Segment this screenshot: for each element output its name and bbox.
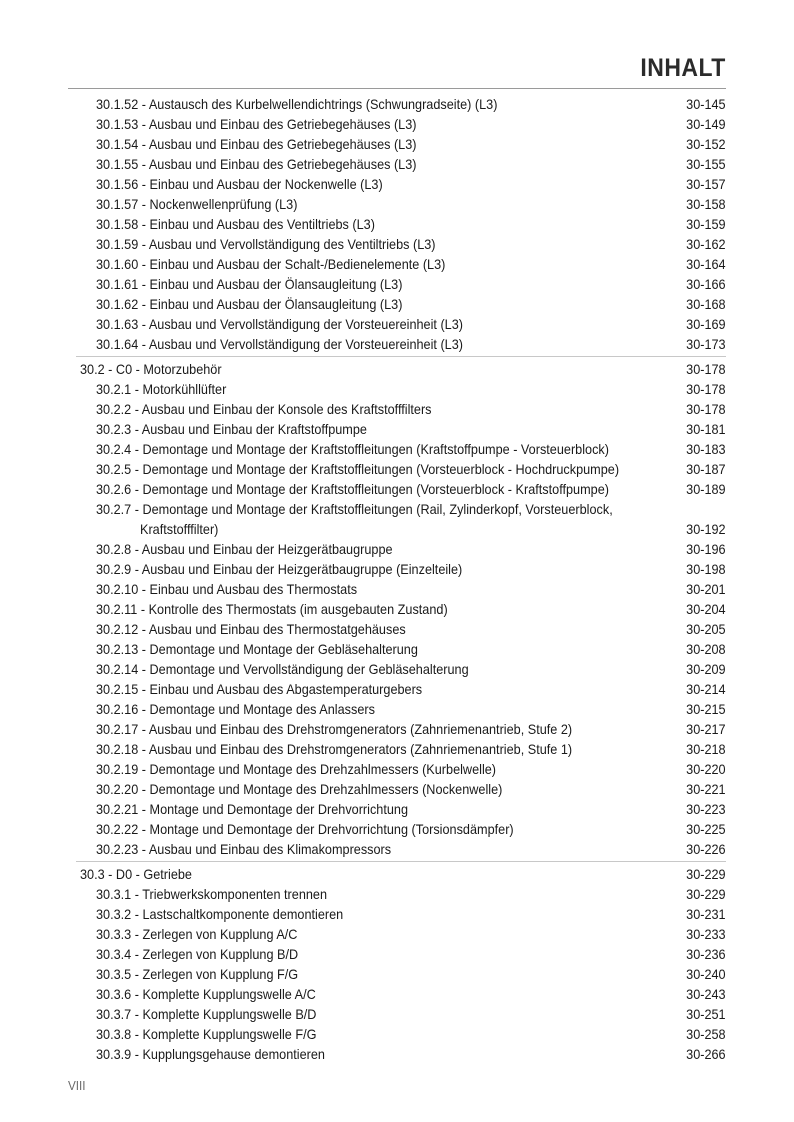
toc-entry-title: 30.2.2 - Ausbau und Einbau der Konsole des Kraftstofffilters — [96, 401, 432, 417]
toc-entry-title: 30.3.9 - Kupplungsgehause demontieren — [96, 1046, 325, 1062]
toc-entry-title: 30.1.61 - Einbau und Ausbau der Ölansaugleitung (L3) — [96, 276, 403, 292]
toc-entry-title: 30.1.60 - Einbau und Ausbau der Schalt-/Bedienelemente (L3) — [96, 256, 446, 272]
toc-entry-row[interactable] — [0, 659, 794, 679]
toc-entry-page: 30-198 — [686, 561, 726, 577]
toc-entry-row[interactable] — [0, 739, 794, 759]
toc-entry-row[interactable] — [0, 459, 794, 479]
toc-entry-row[interactable] — [0, 619, 794, 639]
page-title: INHALT — [640, 54, 726, 82]
toc-entry-title: 30.2.16 - Demontage und Montage des Anlassers — [96, 701, 375, 717]
toc-entry-page: 30-178 — [686, 381, 726, 397]
toc-entry-title: 30.2.12 - Ausbau und Einbau des Thermostatgehäuses — [96, 621, 406, 637]
toc-entry-row[interactable] — [0, 399, 794, 419]
toc-entry-page: 30-189 — [686, 481, 726, 497]
toc-entry-page: 30-181 — [686, 421, 726, 437]
section-divider — [76, 861, 726, 862]
toc-entry-page: 30-220 — [686, 761, 726, 777]
toc-entry-title: 30.1.62 - Einbau und Ausbau der Ölansaugleitung (L3) — [96, 296, 403, 312]
toc-entry-title: 30.1.56 - Einbau und Ausbau der Nockenwelle (L3) — [96, 176, 383, 192]
toc-entry-page: 30-183 — [686, 441, 726, 457]
toc-entry-page: 30-233 — [686, 926, 726, 942]
toc-entry-title: 30.2.1 - Motorkühllüfter — [96, 381, 227, 397]
toc-entry-row[interactable] — [0, 679, 794, 699]
toc-entry-row[interactable] — [0, 1024, 794, 1044]
toc-entry-title: 30.2.22 - Montage und Demontage der Drehvorrichtung (Torsionsdämpfer) — [96, 821, 514, 837]
toc-entry-title: 30.2.17 - Ausbau und Einbau des Drehstromgenerators (Zahnriemenantrieb, Stufe 2) — [96, 721, 573, 737]
toc-entry-row[interactable] — [0, 439, 794, 459]
toc-entry-page: 30-231 — [686, 906, 726, 922]
toc-entry-row[interactable] — [0, 779, 794, 799]
toc-entry-page: 30-208 — [686, 641, 726, 657]
toc-entry-page: 30-149 — [686, 116, 726, 132]
toc-entry-page: 30-225 — [686, 821, 726, 837]
toc-entry-title: 30.2.15 - Einbau und Ausbau des Abgastemperaturgebers — [96, 681, 423, 697]
toc-entry-row[interactable] — [0, 799, 794, 819]
toc-entry-row[interactable] — [0, 719, 794, 739]
toc-entry-page: 30-221 — [686, 781, 726, 797]
toc-entry-title: 30.2.6 - Demontage und Montage der Kraftstoffleitungen (Vorsteuerblock - Kraftstoffpumpe) — [96, 481, 609, 497]
toc-entry-page: 30-229 — [686, 886, 726, 902]
toc-entry-title: 30.2.23 - Ausbau und Einbau des Klimakompressors — [96, 841, 392, 857]
toc-entry-row[interactable] — [0, 819, 794, 839]
toc-entry-page: 30-187 — [686, 461, 726, 477]
toc-entry-page: 30-192 — [686, 521, 726, 537]
section-divider — [76, 356, 726, 357]
toc-entry-title: 30.1.55 - Ausbau und Einbau des Getriebegehäuses (L3) — [96, 156, 417, 172]
toc-entry-title: Kraftstofffilter) — [140, 521, 219, 537]
toc-entry-row[interactable] — [0, 599, 794, 619]
toc-entry-title: 30.3.1 - Triebwerkskomponenten trennen — [96, 886, 328, 902]
table-of-contents — [0, 94, 794, 1064]
toc-entry-row[interactable] — [0, 134, 794, 154]
toc-entry-row[interactable] — [0, 154, 794, 174]
toc-entry-title: 30.1.52 - Austausch des Kurbelwellendichtrings (Schwungradseite) (L3) — [96, 96, 498, 112]
toc-entry-page: 30-266 — [686, 1046, 726, 1062]
toc-entry-title: 30.1.57 - Nockenwellenprüfung (L3) — [96, 196, 298, 212]
toc-entry-title: 30.2.18 - Ausbau und Einbau des Drehstromgenerators (Zahnriemenantrieb, Stufe 1) — [96, 741, 573, 757]
toc-entry-title: 30.2.21 - Montage und Demontage der Drehvorrichtung — [96, 801, 409, 817]
toc-entry-page: 30-168 — [686, 296, 726, 312]
toc-entry-title: 30.2.9 - Ausbau und Einbau der Heizgerätbaugruppe (Einzelteile) — [96, 561, 463, 577]
toc-entry-title: 30.3.8 - Komplette Kupplungswelle F/G — [96, 1026, 317, 1042]
toc-entry-row[interactable] — [0, 254, 794, 274]
toc-entry-page: 30-205 — [686, 621, 726, 637]
toc-entry-row[interactable] — [0, 274, 794, 294]
toc-entry-row[interactable] — [0, 379, 794, 399]
toc-entry-row[interactable] — [0, 194, 794, 214]
toc-entry-title: 30.3.2 - Lastschaltkomponente demontieren — [96, 906, 344, 922]
toc-entry-row[interactable] — [0, 924, 794, 944]
toc-entry-page: 30-229 — [686, 866, 726, 882]
toc-section-row[interactable] — [0, 864, 794, 884]
toc-entry-row[interactable] — [0, 639, 794, 659]
toc-entry-title: 30.2.20 - Demontage und Montage des Drehzahlmessers (Nockenwelle) — [96, 781, 503, 797]
toc-entry-page: 30-236 — [686, 946, 726, 962]
toc-entry-page: 30-164 — [686, 256, 726, 272]
toc-entry-title: 30.2.10 - Einbau und Ausbau des Thermostats — [96, 581, 358, 597]
toc-entry-row[interactable] — [0, 419, 794, 439]
toc-entry-page: 30-158 — [686, 196, 726, 212]
toc-entry-row[interactable] — [0, 234, 794, 254]
toc-entry-title: 30.3.5 - Zerlegen von Kupplung F/G — [96, 966, 299, 982]
toc-entry-title: 30.1.63 - Ausbau und Vervollständigung der Vorsteuereinheit (L3) — [96, 316, 463, 332]
header-divider — [68, 88, 726, 89]
toc-entry-row[interactable] — [0, 174, 794, 194]
toc-entry-page: 30-251 — [686, 1006, 726, 1022]
toc-entry-row[interactable] — [0, 964, 794, 984]
toc-entry-row[interactable] — [0, 944, 794, 964]
toc-entry-row[interactable] — [0, 904, 794, 924]
toc-entry-page: 30-215 — [686, 701, 726, 717]
toc-entry-title: 30.1.54 - Ausbau und Einbau des Getriebegehäuses (L3) — [96, 136, 417, 152]
toc-entry-title: 30.2.11 - Kontrolle des Thermostats (im ausgebauten Zustand) — [96, 601, 448, 617]
toc-entry-title: 30.2.7 - Demontage und Montage der Kraftstoffleitungen (Rail, Zylinderkopf, Vorsteuerblock, — [96, 501, 613, 517]
toc-entry-row[interactable] — [0, 839, 794, 859]
toc-entry-row[interactable] — [0, 499, 794, 519]
toc-entry-title: 30.3.7 - Komplette Kupplungswelle B/D — [96, 1006, 317, 1022]
toc-section-row[interactable] — [0, 359, 794, 379]
toc-entry-row[interactable] — [0, 539, 794, 559]
toc-entry-row[interactable] — [0, 519, 794, 539]
toc-entry-title: 30.3.6 - Komplette Kupplungswelle A/C — [96, 986, 316, 1002]
toc-entry-page: 30-214 — [686, 681, 726, 697]
page-number: VIII — [68, 1078, 86, 1093]
toc-entry-title: 30.2.14 - Demontage und Vervollständigung der Gebläsehalterung — [96, 661, 469, 677]
toc-entry-title: 30.3 - D0 - Getriebe — [80, 866, 192, 882]
toc-entry-row[interactable] — [0, 579, 794, 599]
toc-entry-title: 30.1.53 - Ausbau und Einbau des Getriebegehäuses (L3) — [96, 116, 417, 132]
toc-entry-row[interactable] — [0, 214, 794, 234]
toc-entry-page: 30-217 — [686, 721, 726, 737]
toc-entry-page: 30-204 — [686, 601, 726, 617]
toc-entry-page: 30-223 — [686, 801, 726, 817]
toc-entry-page: 30-196 — [686, 541, 726, 557]
toc-entry-row[interactable] — [0, 94, 794, 114]
toc-entry-row[interactable] — [0, 559, 794, 579]
toc-entry-title: 30.2 - C0 - Motorzubehör — [80, 361, 222, 377]
toc-entry-page: 30-173 — [686, 336, 726, 352]
toc-entry-page: 30-240 — [686, 966, 726, 982]
toc-entry-title: 30.2.19 - Demontage und Montage des Drehzahlmessers (Kurbelwelle) — [96, 761, 497, 777]
toc-entry-title: 30.1.58 - Einbau und Ausbau des Ventiltriebs (L3) — [96, 216, 375, 232]
toc-entry-row[interactable] — [0, 314, 794, 334]
toc-entry-row[interactable] — [0, 699, 794, 719]
toc-entry-row[interactable] — [0, 984, 794, 1004]
toc-entry-page: 30-169 — [686, 316, 726, 332]
toc-entry-page: 30-162 — [686, 236, 726, 252]
toc-entry-title: 30.2.8 - Ausbau und Einbau der Heizgerätbaugruppe — [96, 541, 393, 557]
toc-entry-page: 30-152 — [686, 136, 726, 152]
toc-entry-title: 30.3.3 - Zerlegen von Kupplung A/C — [96, 926, 298, 942]
toc-entry-title: 30.2.5 - Demontage und Montage der Kraftstoffleitungen (Vorsteuerblock - Hochdruckpumpe) — [96, 461, 620, 477]
toc-entry-row[interactable] — [0, 479, 794, 499]
toc-entry-row[interactable] — [0, 1004, 794, 1024]
toc-entry-row[interactable] — [0, 294, 794, 314]
toc-entry-row[interactable] — [0, 1044, 794, 1064]
toc-entry-page: 30-201 — [686, 581, 726, 597]
toc-entry-title: 30.1.64 - Ausbau und Vervollständigung der Vorsteuereinheit (L3) — [96, 336, 463, 352]
toc-entry-title: 30.3.4 - Zerlegen von Kupplung B/D — [96, 946, 299, 962]
toc-entry-page: 30-178 — [686, 401, 726, 417]
toc-entry-page: 30-209 — [686, 661, 726, 677]
toc-entry-title: 30.2.3 - Ausbau und Einbau der Kraftstoffpumpe — [96, 421, 367, 437]
toc-entry-title: 30.2.13 - Demontage und Montage der Gebläsehalterung — [96, 641, 418, 657]
toc-entry-page: 30-157 — [686, 176, 726, 192]
toc-entry-title: 30.1.59 - Ausbau und Vervollständigung des Ventiltriebs (L3) — [96, 236, 436, 252]
toc-entry-row[interactable] — [0, 759, 794, 779]
toc-entry-page: 30-218 — [686, 741, 726, 757]
toc-entry-page: 30-159 — [686, 216, 726, 232]
toc-entry-page: 30-166 — [686, 276, 726, 292]
toc-entry-page: 30-258 — [686, 1026, 726, 1042]
toc-entry-row[interactable] — [0, 884, 794, 904]
toc-entry-page: 30-145 — [686, 96, 726, 112]
toc-entry-page: 30-226 — [686, 841, 726, 857]
toc-entry-page: 30-243 — [686, 986, 726, 1002]
toc-entry-row[interactable] — [0, 334, 794, 354]
toc-entry-page: 30-155 — [686, 156, 726, 172]
toc-entry-title: 30.2.4 - Demontage und Montage der Kraftstoffleitungen (Kraftstoffpumpe - Vorsteuerblock) — [96, 441, 609, 457]
toc-entry-row[interactable] — [0, 114, 794, 134]
toc-entry-page: 30-178 — [686, 361, 726, 377]
